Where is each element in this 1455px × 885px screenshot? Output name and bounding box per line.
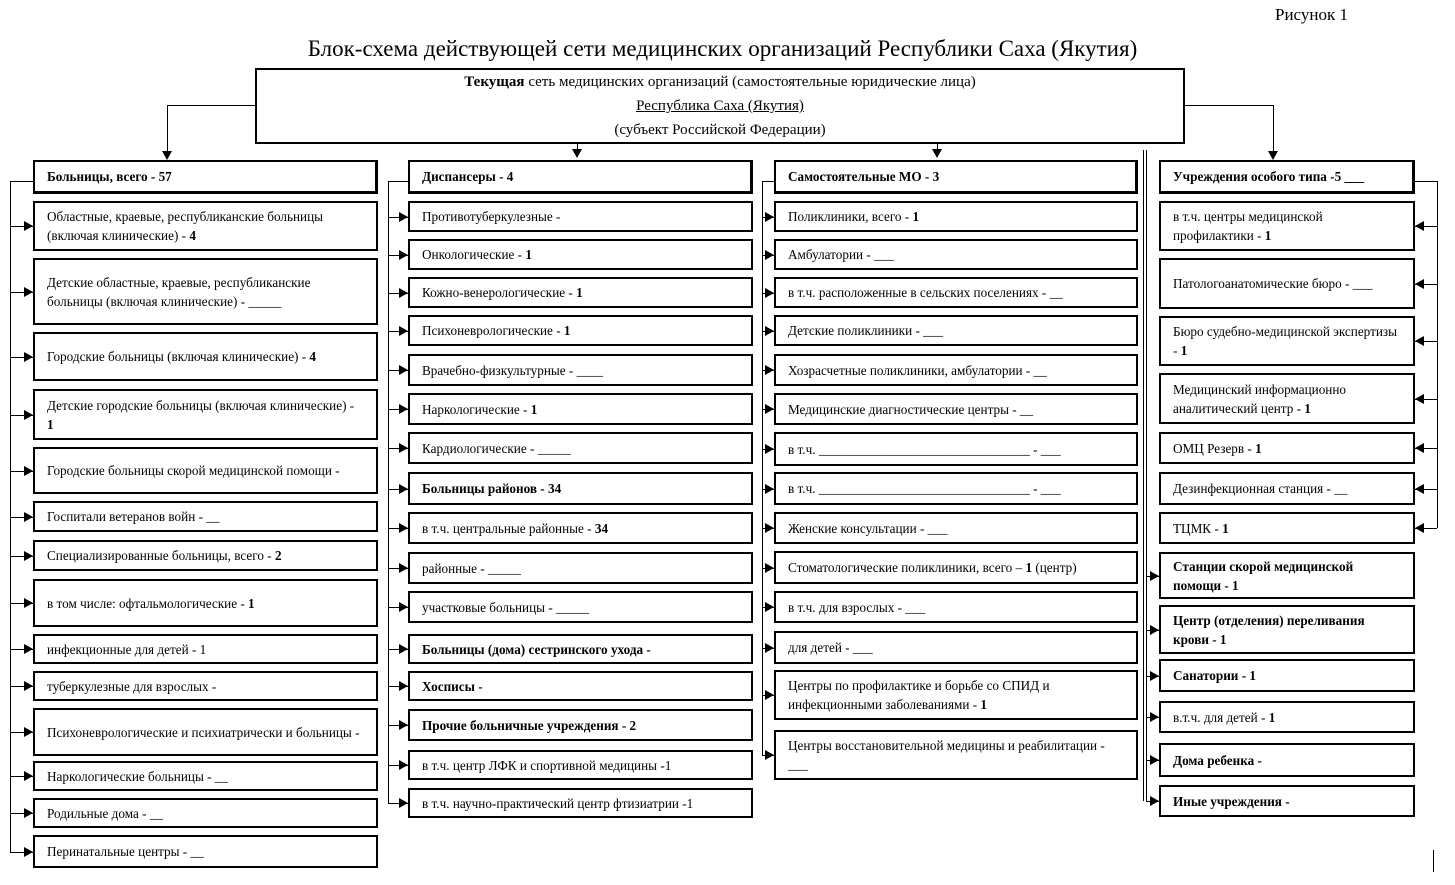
item-text: Иные учреждения - [1173,793,1290,809]
column-header-3 [774,160,1138,194]
item-text: в т.ч. научно-практический центр фтизиатрии -1 [422,795,694,811]
item-label [422,794,693,813]
item-count: 1 [563,323,571,338]
arrow-right-icon [1150,796,1159,806]
item-text: Стоматологические поликлиники, всего – [788,560,1026,575]
item-count: 1 [1180,343,1188,358]
item-label [422,400,537,419]
item-text: Прочие больничные учреждения - 2 [422,717,637,733]
arrow-right-icon [765,602,774,612]
item-text: Городские больницы скорой медицинской помощи - [47,463,340,478]
arrow-right-icon [24,221,33,231]
item-text: Психоневрологические - [422,323,564,338]
item-count: 34 [594,520,609,536]
item-text: в т.ч. центры медицинской профилактики - [1173,209,1323,243]
list-item [774,512,1138,544]
list-item [33,258,378,325]
arrow-right-icon [765,643,774,653]
item-text: районные - _____ [422,560,521,576]
item-text: Центры по профилактике и борьбе со СПИД и инфекционными заболеваниями - [788,678,1050,712]
arrow-right-icon [24,808,33,818]
item-text: Медицинские диагностические центры - __ [788,401,1034,417]
item-text: в т.ч. центральные районные - [422,520,595,536]
item-text: Наркологические больницы - __ [47,768,228,784]
arrow-right-icon [1150,712,1159,722]
list-item [1159,701,1415,733]
item-label [422,321,570,340]
item-count: 1 [1222,520,1229,536]
arrow-left-icon [1415,523,1424,533]
column-header-label: Самостоятельные МО - 3 [788,169,940,184]
arrow-right-icon [24,287,33,297]
item-count: 1 [1268,709,1276,725]
list-item [1159,743,1415,777]
arrow-right-icon [399,404,408,414]
item-text: Перинатальные центры - __ [47,844,204,859]
list-item [408,709,753,741]
arrow-right-icon [765,404,774,414]
item-label [422,283,583,302]
arrow-right-icon [399,563,408,573]
item-text: Центр (отделения) переливания крови - 1 [1173,612,1365,647]
root-line1-bold: Текущая [464,74,525,90]
list-item [1159,316,1415,366]
arrow-right-icon [765,250,774,260]
list-item [1159,432,1415,464]
item-label [1173,708,1275,727]
arrow-right-icon [24,352,33,362]
item-text: Кожно-венерологические - [422,285,577,300]
list-item [774,239,1138,270]
item-label [422,640,651,659]
arrow-right-icon [399,484,408,494]
arrow-right-icon [399,681,408,691]
item-label [422,598,589,617]
arrow-right-icon [765,484,774,494]
arrow-right-icon [765,750,774,760]
list-item [408,671,753,701]
arrow-right-icon [24,644,33,654]
item-label [47,546,282,565]
arrow-left-icon [1415,221,1424,231]
arrow-right-icon [24,727,33,737]
connector-line [1146,150,1147,801]
connector-line [1183,105,1273,106]
list-item [408,432,753,464]
list-item [1159,472,1415,505]
item-label [788,598,925,617]
item-count: 1 [576,285,583,300]
arrow-right-icon [1150,625,1159,635]
list-item [33,332,378,381]
root-line3: (субъект Российской Федерации) [614,122,826,138]
item-label [47,273,364,311]
arrow-right-icon [24,771,33,781]
item-label [422,207,560,226]
arrow-left-icon [1415,279,1424,289]
connector-line [167,105,168,152]
item-label [1173,479,1347,498]
column-header-label: Учреждения особого типа -5 ___ [1173,169,1365,184]
list-item [33,634,378,664]
item-text: Больницы (дома) сестринского ухода - [422,641,651,657]
item-label [1173,439,1262,458]
item-label [422,716,636,735]
item-label [47,804,163,823]
page-edge-mark [1433,850,1434,872]
item-label [47,767,228,786]
connector-line [388,181,408,182]
item-label [47,347,316,366]
item-text: Бюро судебно-медицинской экспертизы - [1173,324,1397,358]
root-line1: сеть медицинских организаций (самостоятельные юридические лица) [524,74,976,90]
arrow-right-icon [399,365,408,375]
list-item [33,761,378,791]
item-label [1173,380,1401,418]
connector-line [1415,181,1437,182]
item-text: в т.ч. для взрослых - ___ [788,599,926,615]
item-label [788,321,943,340]
arrow-down-icon [932,149,942,158]
item-text: Специализированные больницы, всего - [47,548,275,563]
item-count: 1 [530,401,538,417]
column-header-label: Больницы, всего - 57 [47,169,172,184]
arrow-left-icon [1415,443,1424,453]
list-item [408,512,753,544]
item-text: Центры восстановительной медицины и реабилитации - ___ [788,738,1105,772]
item-count: 1 [980,697,987,712]
list-item [408,472,753,505]
arrow-right-icon [765,326,774,336]
column-header-1 [33,160,378,194]
list-item [774,631,1138,664]
item-text: Госпитали ветеранов войн - __ [47,509,220,524]
item-label [422,245,532,264]
item-count: 1 [912,209,920,224]
list-item [408,315,753,346]
column-header-2 [408,160,753,194]
item-label [422,756,671,775]
item-label [788,283,1063,302]
item-label [47,396,364,434]
item-text: Наркологические - [422,401,531,417]
list-item [33,389,378,440]
list-item [1159,785,1415,817]
arrow-right-icon [1150,671,1159,681]
arrow-left-icon [1415,336,1424,346]
arrow-down-icon [162,151,172,160]
arrow-right-icon [765,563,774,573]
list-item [774,551,1138,584]
list-item [774,591,1138,623]
item-text: Амбулатории - ___ [788,247,894,262]
item-text: Санатории - 1 [1173,668,1256,683]
list-item [33,579,378,627]
item-count: 2 [274,548,282,563]
item-label [788,361,1047,380]
list-item [33,540,378,571]
item-count: 1 [1264,228,1272,243]
item-count: 1 [525,247,532,262]
column-header-label: Диспансеры - 4 [422,169,514,184]
arrow-right-icon [399,602,408,612]
item-text: Кардиологические - _____ [422,440,571,456]
item-label [788,736,1124,774]
item-label [422,479,561,498]
column-header-4 [1159,160,1415,194]
item-text: в т.ч. расположенные в сельских поселениях - __ [788,285,1063,300]
arrow-right-icon [399,523,408,533]
item-text: Областные, краевые, республиканские больницы (включая клинические) - [47,209,324,243]
arrow-right-icon [399,212,408,222]
list-item [408,354,753,386]
item-text: Родильные дома - __ [47,805,163,821]
item-count: 1 [1255,440,1262,456]
arrow-right-icon [765,523,774,533]
list-item [408,393,753,425]
list-item [408,277,753,308]
item-label [47,677,216,696]
connector-line [10,181,33,182]
item-suffix: (центр) [1032,560,1077,575]
list-item [1159,552,1415,599]
item-label [788,479,1061,498]
list-item [774,393,1138,425]
list-item [33,798,378,828]
item-count: 4 [309,349,317,364]
arrow-right-icon [765,690,774,700]
connector-line [388,181,389,803]
item-label [422,361,603,380]
connector-line [1143,150,1144,801]
item-label [47,207,364,245]
item-label [422,439,571,458]
list-item [408,788,753,818]
list-item [774,354,1138,386]
arrow-right-icon [399,288,408,298]
item-text: Детские областные, краевые, республиканские больницы (включая клинические) - _____ [47,274,311,309]
item-label [1173,557,1401,595]
arrow-down-icon [572,149,582,158]
list-item [33,501,378,532]
arrow-right-icon [24,466,33,476]
item-text: Врачебно-физкультурные - ____ [422,362,603,378]
list-item [774,315,1138,346]
item-text: Хосписы - [422,678,483,694]
arrow-right-icon [399,798,408,808]
list-item [33,835,378,868]
item-label [788,245,894,264]
item-text: Городские больницы (включая клинические) - [47,349,310,364]
item-label [788,207,919,226]
item-count: 1 [248,595,255,611]
item-label [1173,519,1229,538]
item-text: Детские городские больницы (включая клинические) - [47,397,355,413]
connector-line [167,105,255,106]
item-label [1173,751,1262,770]
arrow-right-icon [24,551,33,561]
list-item [1159,512,1415,544]
item-label [1173,666,1256,685]
item-text: Патологоанатомические бюро - ___ [1173,276,1373,291]
arrow-right-icon [1150,571,1159,581]
list-item [33,671,378,701]
item-text: туберкулезные для взрослых - [47,678,217,694]
item-label [788,440,1061,459]
arrow-right-icon [399,443,408,453]
item-count: 1 [1304,400,1311,416]
item-label [788,638,873,657]
arrow-right-icon [24,410,33,420]
list-item [774,472,1138,505]
connector-line [762,181,763,755]
item-label [788,400,1033,419]
arrow-left-icon [1415,394,1424,404]
arrow-right-icon [765,365,774,375]
arrow-down-icon [1268,151,1278,160]
arrow-right-icon [24,598,33,608]
item-label [788,676,1124,714]
root-line2: Республика Саха (Якутия) [636,98,804,114]
arrow-right-icon [399,644,408,654]
item-label [422,559,521,578]
item-label [1173,611,1401,649]
list-item [408,750,753,780]
list-item [408,552,753,584]
list-item [408,634,753,664]
item-label [788,558,1077,577]
item-text: Медицинский информационно аналитический центр - [1173,381,1347,416]
arrow-right-icon [765,212,774,222]
item-text: инфекционные для детей - 1 [47,641,207,657]
item-text: в.т.ч. для детей - [1173,709,1269,725]
list-item [774,277,1138,308]
item-text: Психоневрологические и психиатрически и больницы - [47,724,360,740]
item-label [788,519,947,538]
arrow-right-icon [24,512,33,522]
list-item [1159,659,1415,692]
list-item [408,201,753,232]
item-count: 1 [1025,560,1033,575]
arrow-right-icon [399,760,408,770]
item-label [1173,207,1401,245]
list-item [33,447,378,494]
list-item [408,239,753,270]
item-text: Дома ребенка - [1173,752,1262,768]
list-item [1159,201,1415,251]
connector-line [762,181,774,182]
item-label [47,640,206,659]
item-text: участковые больницы - _____ [422,599,589,615]
item-text: Станции скорой медицинской помощи - 1 [1173,558,1354,593]
arrow-right-icon [399,250,408,260]
arrow-right-icon [399,720,408,730]
item-text: в т.ч. ________________________________ - ___ [788,481,1061,496]
item-text: в том числе: офтальмологические - [47,595,249,611]
item-label [47,723,359,742]
item-text: в т.ч. ________________________________ - ___ [788,441,1061,457]
item-label [47,507,219,526]
list-item [774,670,1138,720]
list-item [1159,605,1415,654]
item-text: Дезинфекционная станция - __ [1173,481,1348,496]
item-label [1173,274,1372,293]
figure-label: Рисунок 1 [1275,5,1348,24]
item-label [47,594,255,613]
item-count: 1 [47,416,54,432]
connector-line [1437,181,1438,528]
item-text: Поликлиники, всего - [788,209,913,224]
list-item [1159,373,1415,424]
item-text: для детей - ___ [788,640,873,655]
item-label [422,519,608,538]
connector-line [1273,105,1274,152]
item-text: Противотуберкулезные - [422,209,561,224]
arrow-left-icon [1415,484,1424,494]
item-text: Больницы районов - 34 [422,481,562,496]
arrow-right-icon [1150,755,1159,765]
list-item [1159,258,1415,309]
root-box [255,68,1185,144]
item-label [1173,322,1401,360]
arrow-right-icon [24,681,33,691]
item-text: в т.ч. центр ЛФК и спортивной медицины -1 [422,757,672,773]
item-label [422,677,483,696]
list-item [774,730,1138,780]
arrow-right-icon [399,326,408,336]
list-item [774,201,1138,232]
arrow-right-icon [765,288,774,298]
arrow-right-icon [765,444,774,454]
list-item [33,708,378,756]
item-text: Хозрасчетные поликлиники, амбулатории - __ [788,362,1047,378]
item-text: ТЦМК - [1173,520,1223,536]
list-item [408,591,753,623]
list-item [33,201,378,251]
list-item [774,432,1138,466]
item-label [47,842,204,861]
arrow-right-icon [24,847,33,857]
item-count: 4 [189,228,196,243]
item-text: Детские поликлиники - ___ [788,323,943,338]
item-text: ОМЦ Резерв - [1173,440,1256,456]
diagram-title: Блок-схема действующей сети медицинских организаций Республики Саха (Якутия) [307,36,1138,61]
item-label [1173,792,1290,811]
item-text: Женские консультации - ___ [788,520,948,536]
item-label [47,461,340,480]
item-text: Онкологические - [422,247,526,262]
